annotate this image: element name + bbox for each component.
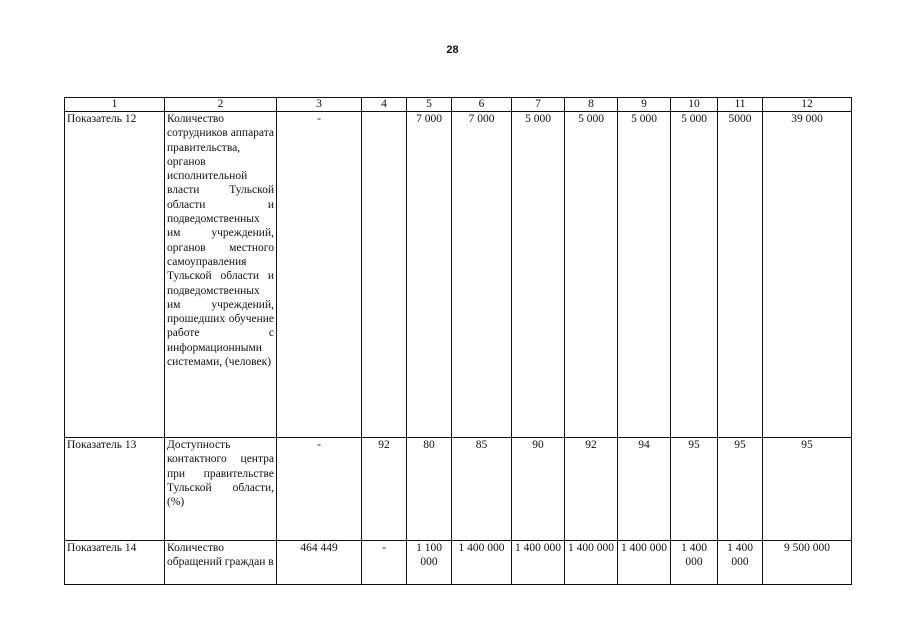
table-cell (362, 112, 407, 438)
table-cell: - (362, 541, 407, 585)
table-cell: 1 400 000 (512, 541, 565, 585)
table-cell: 5 000 (671, 112, 718, 438)
table-cell: 95 (671, 438, 718, 541)
table-cell: 1 400 000 (452, 541, 512, 585)
table-cell: 1 400 000 (618, 541, 671, 585)
table-row (65, 541, 852, 585)
column-header: 5 (407, 98, 452, 112)
indicator-description: Доступность контактного центра при правительстве Тульской области, (%) (165, 438, 277, 541)
table-cell: 80 (407, 438, 452, 541)
table-cell: 5 000 (618, 112, 671, 438)
table-cell: 7 000 (452, 112, 512, 438)
column-header: 12 (763, 98, 852, 112)
table-cell: 464 449 (277, 541, 362, 585)
table-cell: 94 (618, 438, 671, 541)
table-cell: 7 000 (407, 112, 452, 438)
table-cell: 85 (452, 438, 512, 541)
table-cell: 95 (763, 438, 852, 541)
table-cell: 39 000 (763, 112, 852, 438)
column-header: 6 (452, 98, 512, 112)
table-cell: - (277, 112, 362, 438)
column-header: 3 (277, 98, 362, 112)
table-cell: 1 400 000 (718, 541, 763, 585)
indicator-name: Показатель 12 (65, 112, 165, 438)
indicator-name: Показатель 13 (65, 438, 165, 541)
table-cell: 1 100 000 (407, 541, 452, 585)
table-row (65, 112, 852, 438)
column-header: 10 (671, 98, 718, 112)
column-header: 7 (512, 98, 565, 112)
column-header: 2 (165, 98, 277, 112)
table-cell: 92 (362, 438, 407, 541)
table-header-row (65, 98, 852, 112)
indicators-table (64, 97, 852, 585)
indicator-name: Показатель 14 (65, 541, 165, 585)
table-cell: 1 400 000 (671, 541, 718, 585)
table-cell: 5 000 (512, 112, 565, 438)
table-row (65, 438, 852, 541)
table-cell: 5 000 (565, 112, 618, 438)
indicator-description: Количество сотрудников аппарата правительства, органов исполнительной власти Тульской области и подведомственных им учреждений, органов местного самоуправления Тульской области и подведомственных им учреждений, прошедших обучение работе с информационными системами, (человек) (165, 112, 277, 438)
table-cell: 5000 (718, 112, 763, 438)
table-cell: 9 500 000 (763, 541, 852, 585)
table-cell: - (277, 438, 362, 541)
table-cell: 90 (512, 438, 565, 541)
table-cell: 1 400 000 (565, 541, 618, 585)
column-header: 4 (362, 98, 407, 112)
page-number: 28 (446, 44, 459, 56)
column-header: 8 (565, 98, 618, 112)
column-header: 11 (718, 98, 763, 112)
column-header: 1 (65, 98, 165, 112)
indicator-description: Количество обращений граждан в (165, 541, 277, 585)
column-header: 9 (618, 98, 671, 112)
table-cell: 95 (718, 438, 763, 541)
table-cell: 92 (565, 438, 618, 541)
